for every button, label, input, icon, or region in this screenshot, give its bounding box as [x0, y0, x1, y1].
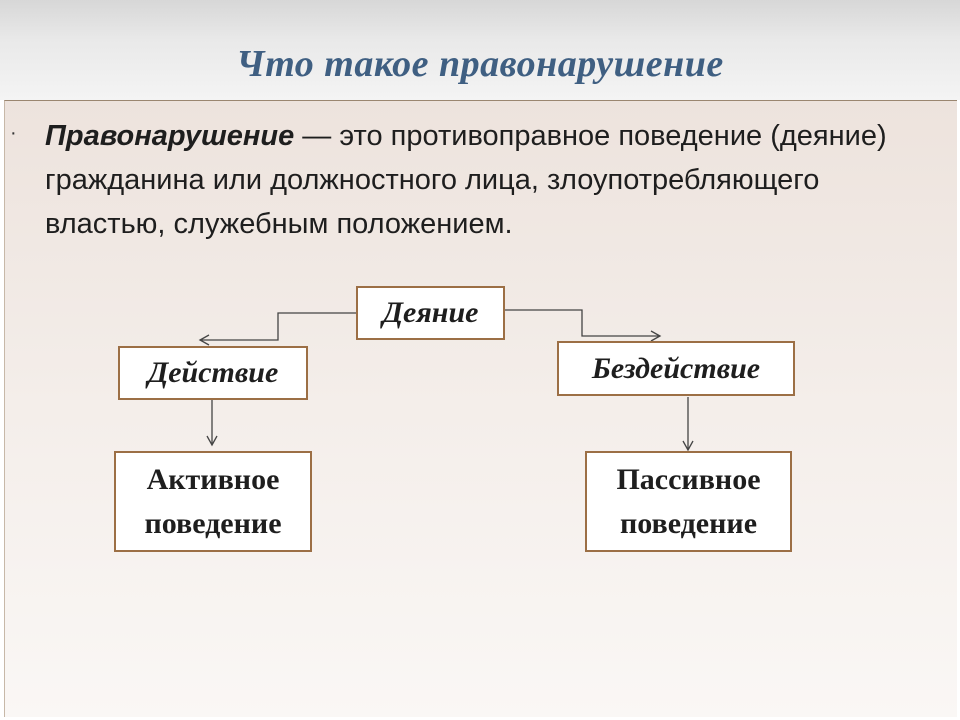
bullet-marker: ·	[10, 122, 17, 144]
node-passive-behavior	[585, 451, 792, 552]
node-deystvie-label: Действие	[147, 356, 279, 389]
node-deyanie-label: Деяние	[382, 296, 479, 329]
node-passive-line1: Пассивное	[616, 462, 761, 496]
node-active-line2: поведение	[144, 506, 282, 540]
node-active-behavior	[114, 451, 312, 552]
node-deystvie	[118, 346, 308, 400]
slide-title: Что такое правонарушение	[236, 43, 724, 85]
node-bezdeystvie	[557, 341, 795, 396]
definition-term: Правонарушение	[45, 120, 295, 152]
node-passive-line2: поведение	[619, 506, 758, 540]
connector-root-left	[200, 313, 356, 340]
node-deyanie	[356, 286, 505, 340]
definition-body: — это противоправное поведение (деяние) гражданина или должностного лица, злоупотребляющего властью, служебным положением.	[45, 120, 887, 240]
connector-root-right	[505, 310, 660, 336]
node-bezdeystvie-label: Бездействие	[591, 351, 761, 385]
node-active-line1: Активное	[146, 462, 280, 496]
